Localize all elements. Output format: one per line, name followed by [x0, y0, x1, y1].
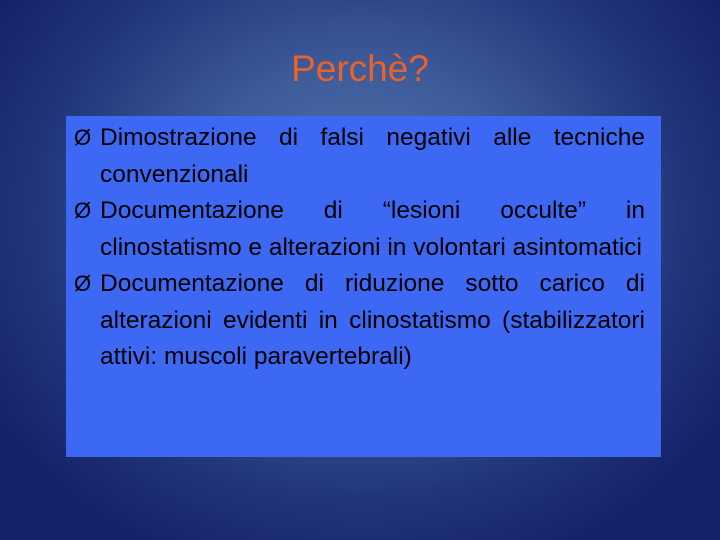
bullet-item — [74, 193, 645, 266]
bullet-text: Documentazione di riduzione sotto carico di alterazioni evidenti in clinostatismo (stabilizzatori attivi: muscoli paravertebrali) — [100, 270, 645, 370]
arrow-bullet-icon: Ø — [74, 125, 92, 150]
bullet-item — [74, 120, 645, 193]
bullet-item — [74, 266, 645, 376]
bullet-text: Dimostrazione di falsi negativi alle tecniche convenzionali — [100, 124, 645, 188]
content-box — [66, 116, 661, 457]
slide-title: Perchè? — [291, 48, 429, 89]
bullet-list — [74, 120, 645, 376]
arrow-bullet-icon: Ø — [74, 271, 92, 296]
bullet-text: Documentazione di “lesioni occulte” in clinostatismo e alterazioni in volontari asintomatici — [100, 197, 645, 261]
arrow-bullet-icon: Ø — [74, 198, 92, 223]
